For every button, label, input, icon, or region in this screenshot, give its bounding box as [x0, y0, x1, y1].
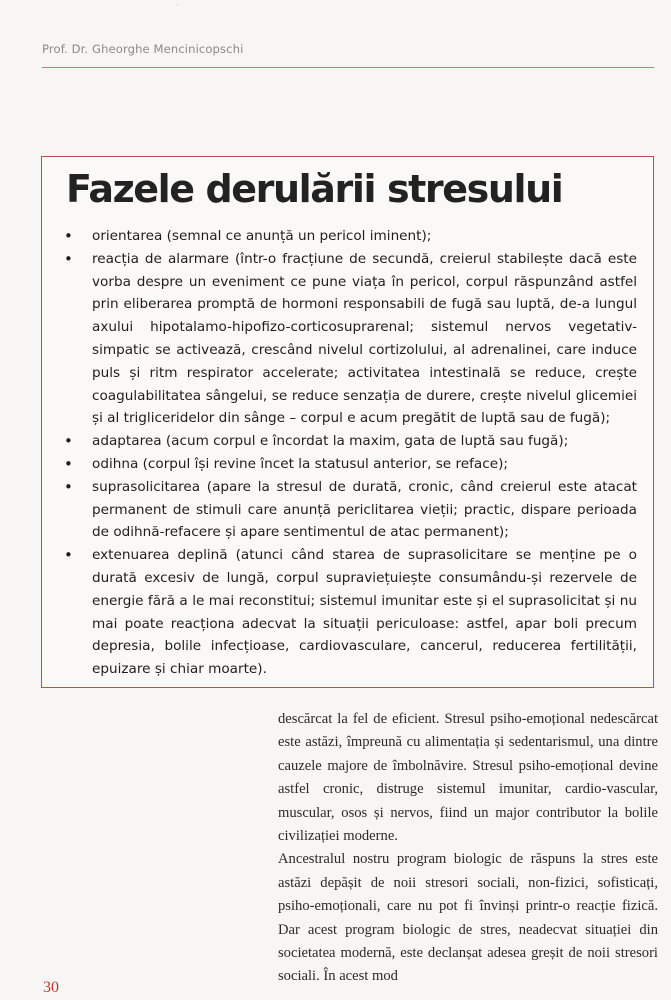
list-item: • odihna (corpul își revine încet la statusul anterior, se reface); [92, 453, 637, 476]
list-item: • suprasolicitarea (apare la stresul de durată, cronic, când creierul este atacat permanent de stimuli care anunță periclitarea vieții; practic, dispare perioada de odihnă-refacere și apare sentimentul de atac permanent); [92, 476, 637, 544]
list-item: • orientarea (semnal ce anunță un pericol iminent); [92, 225, 637, 248]
stress-phases-list [92, 225, 637, 681]
body-paragraph: Ancestralul nostru program biologic de răspuns la stres este astăzi depășit de noii stresori sociali, non-fizici, sofisticați, psiho-emoționali, care nu pot fi învinși printr-o reacție fizică. Dar acest program biologic de stres, neadecvat situației din societatea modernă, este declanșat adesea greșit de noii stresori sociali. În acest mod [278, 851, 658, 985]
header-divider [42, 67, 654, 68]
list-item: • extenuarea deplină (atunci când starea de suprasolicitare se menține pe o durată excesiv de lungă, corpul supraviețuiește consumându-și rezervele de energie fără a le mai reconstitui; sistemul imunitar este și el suprasolicitat și nu mai poate reacționa adecvat la situații periculoase: astfel, apar boli precum depresia, bolile infecțioase, cardiovasculare, cancerul, reducerea fertilității, epuizare și chiar moarte). [92, 544, 637, 681]
info-box-title: Fazele derulării stresului [66, 167, 563, 211]
page-number: 30 [43, 979, 59, 996]
list-item: • adaptarea (acum corpul e încordat la maxim, gata de luptă sau fugă); [92, 430, 637, 453]
running-header-author: Prof. Dr. Gheorghe Mencinicopschi [42, 42, 244, 56]
body-paragraph: descărcat la fel de eficient. Stresul psiho-emoțional nedescărcat este astăzi, împreună cu alimentația și sedentarismul, una dintre cauzele majore de îmbolnăvire. Stresul psiho-emoțional devine astfel cronic, distruge sistemul imunitar, cardio-vascular, muscular, osos și nervos, fiind un major contributor la bolile civilizației moderne. [278, 711, 658, 845]
body-text [278, 708, 658, 989]
list-item: • reacția de alarmare (într-o fracțiune de secundă, creierul stabilește dacă este vorba despre un eveniment ce pune viața în pericol, corpul răspunzând astfel prin eliberarea promptă de hormoni responsabili de fugă sau luptă, de-a lungul axului hipotalamo-hipofizo-corticosuprarenal; sistemul nervos vegetativ-simpatic se activează, crescând nivelul cortizolului, al adrenalinei, care induce puls și ritm respirator accelerate; activitatea intestinală se reduce, crește coagulabilitatea sângelui, se reduce senzația de durere, crește nivelul glicemiei și al trigliceridelor din sânge – corpul e acum pregătit de luptă sau de fugă); [92, 248, 637, 430]
scan-mark: ‘ [176, 2, 179, 11]
